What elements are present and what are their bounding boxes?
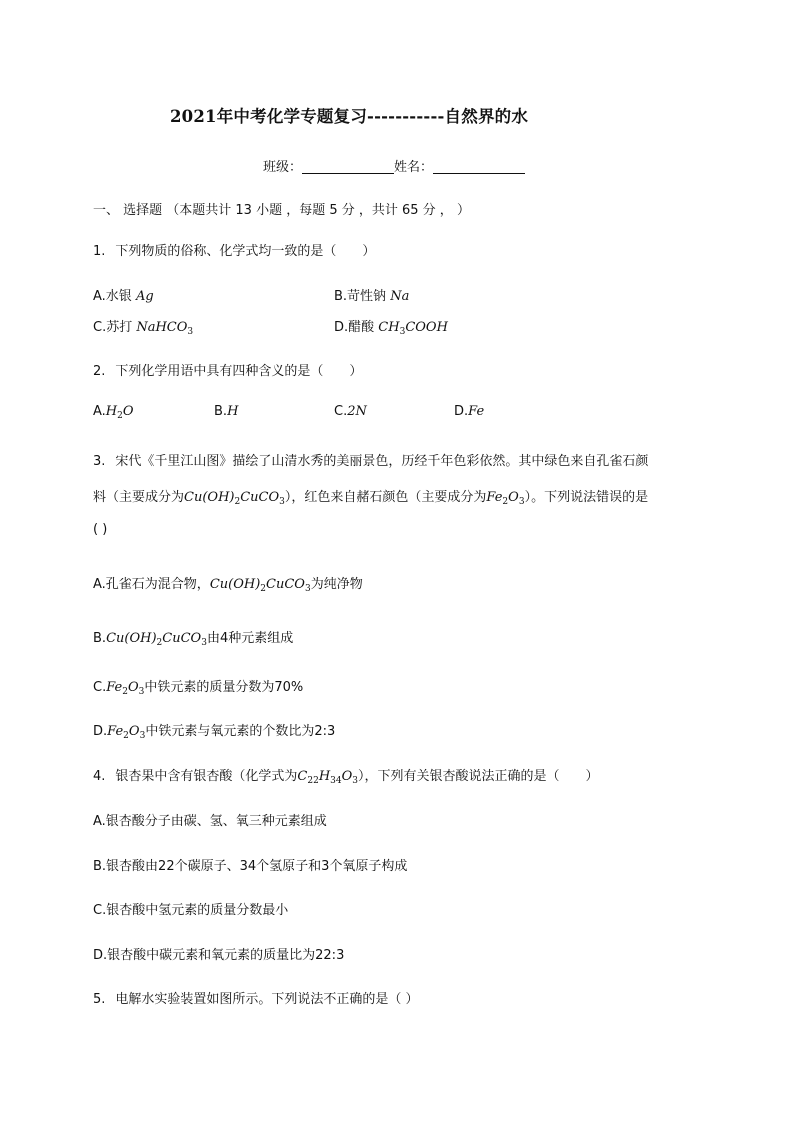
formula: 2N — [347, 404, 367, 419]
q4-option-b: B.银杏酸由22个碳原子、34个氢原子和3个氧原子构成 — [93, 859, 408, 874]
q3-option-b: $B.Cu(OH)_2CuCO_3$由4种元素组成 — [93, 631, 294, 648]
formula: Na — [390, 289, 410, 304]
q2-option-d: D.Fe — [454, 404, 485, 419]
class-blank[interactable] — [302, 159, 394, 174]
q4-option-a: A.银杏酸分子由碳、氢、氧三种元素组成 — [93, 814, 327, 829]
question-2 — [93, 360, 362, 379]
q2-option-b: B.H — [214, 404, 239, 419]
formula: $Fe_2O_3$ — [486, 490, 525, 507]
q1-option-a — [93, 285, 154, 304]
q2-option-c: C.2N — [334, 404, 367, 419]
question-stem: 下列化学用语中具有四种含义的是（ ） — [115, 364, 363, 379]
q3-option-c: $C.Fe_2O_3$中铁元素的质量分数为70% — [93, 680, 304, 697]
question-3-line-2: 料（主要成分为$Cu(OH)_2CuCO_3$），红色来自赭石颜色（主要成分为$Fe_2O_3$）。下列说法错误的是 — [93, 490, 649, 507]
question-1 — [93, 240, 375, 259]
formula: $CH_3COOH$ — [378, 320, 448, 337]
option-text: C.苏打 — [93, 320, 137, 335]
formula: $H_2O$ — [105, 404, 134, 421]
question-number: 5. — [93, 992, 106, 1007]
q1-option-c — [93, 316, 193, 337]
formula: $Cu(OH)_2CuCO_3$ — [209, 577, 311, 594]
q1-option-d — [334, 316, 448, 337]
formula: $Cu(OH)_2CuCO_3$ — [184, 490, 285, 507]
question-stem-line-1: 宋代《千里江山图》描绘了山清水秀的美丽景色，历经千年色彩依然。其中绿色来自孔雀石颜 — [115, 454, 649, 469]
class-label: 班级： — [263, 160, 303, 175]
formula: NaHCO$_3$ — [136, 320, 194, 337]
question-number: 4. — [93, 769, 106, 784]
formula: Fe — [468, 404, 485, 419]
option-text: D.醋酸 — [334, 320, 379, 335]
q4-option-c: C.银杏酸中氢元素的质量分数最小 — [93, 903, 289, 918]
formula: H — [227, 404, 239, 419]
question-number: 3. — [93, 454, 106, 469]
formula: $Fe_2O_3$ — [107, 724, 146, 741]
q2-option-a: $A.H_2O$ — [93, 404, 134, 421]
name-blank[interactable] — [433, 159, 525, 174]
question-4: 4. 银杏果中含有银杏酸（化学式为$C_{22}H_{34}O_3$），下列有关银杏酸说法正确的是（ ） — [93, 769, 599, 786]
q3-option-a: A.孔雀石为混合物，$Cu(OH)_2CuCO_3$为纯净物 — [93, 577, 363, 594]
formula: Ag — [135, 289, 154, 304]
question-5 — [93, 988, 419, 1007]
question-3-line-3: ( ) — [93, 522, 108, 537]
name-label: 姓名： — [394, 160, 434, 175]
page-title: 2021年中考化学专题复习-----------自然界的水 — [170, 107, 529, 126]
option-text: A.水银 — [93, 289, 136, 304]
question-number: 1. — [93, 244, 106, 259]
q1-option-b — [334, 285, 409, 304]
question-stem: 电解水实验装置如图所示。下列说法不正确的是（ ） — [115, 992, 419, 1007]
question-number: 2. — [93, 364, 106, 379]
question-stem: 下列物质的俗称、化学式均一致的是（ ） — [115, 244, 376, 259]
formula: $Fe_2O_3$ — [106, 680, 145, 697]
option-text: B.苛性钠 — [334, 289, 391, 304]
section-heading: 一、 选择题 （本题共计 13 小题 ，每题 5 分 ，共计 65 分 ， ） — [93, 203, 470, 218]
q3-option-d: $D.Fe_2O_3$中铁元素与氧元素的个数比为2:3 — [93, 724, 336, 741]
formula: $C_{22}H_{34}O_3$ — [297, 769, 359, 786]
question-3 — [93, 450, 648, 469]
formula: $Cu(OH)_2CuCO_3$ — [106, 631, 207, 648]
student-info — [263, 156, 525, 175]
q4-option-d: D.银杏酸中碳元素和氧元素的质量比为22:3 — [93, 948, 345, 963]
